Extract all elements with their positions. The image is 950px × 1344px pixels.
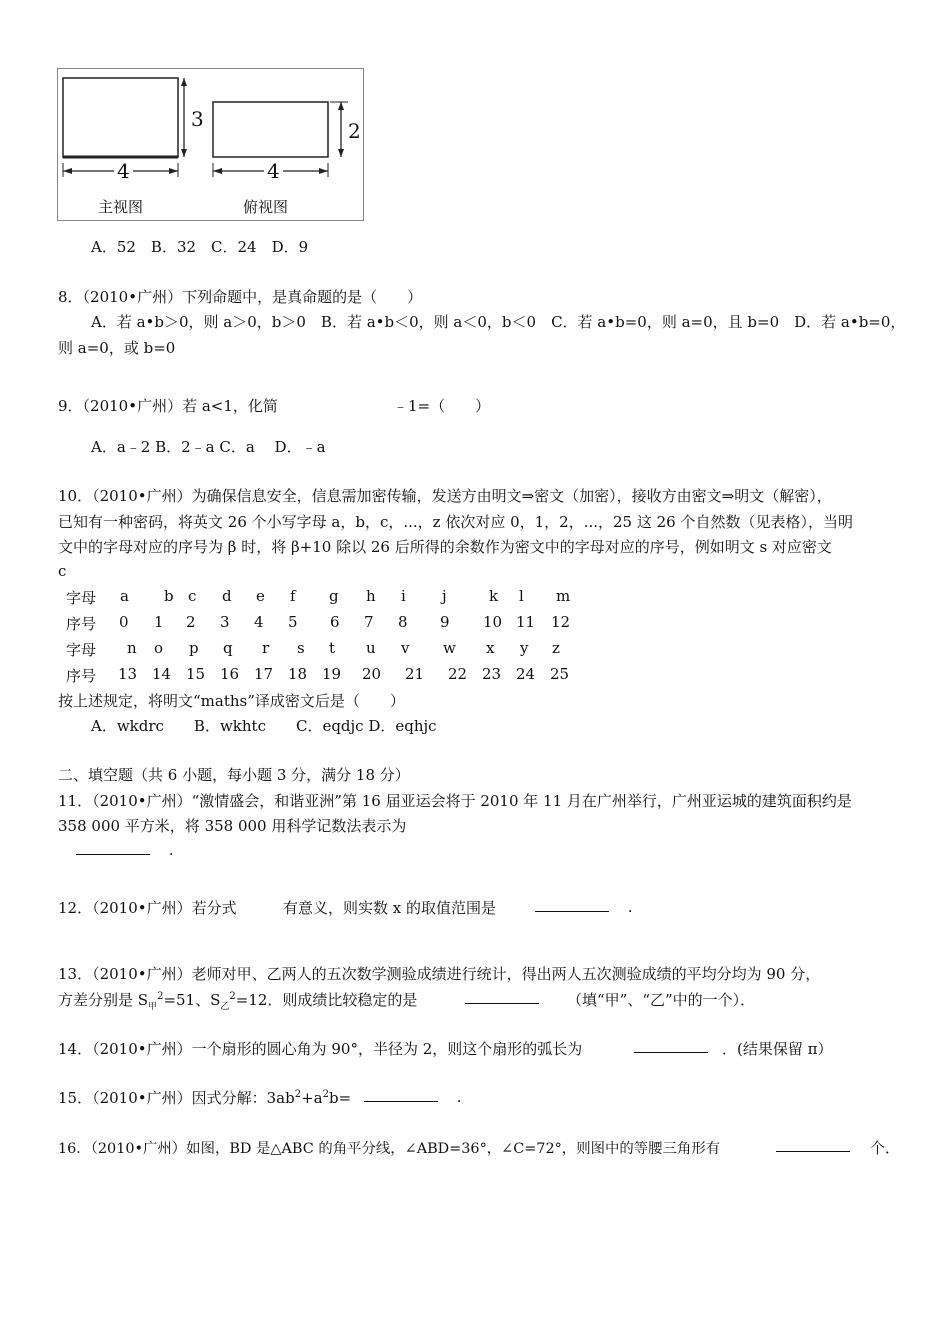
table-cell: y <box>520 639 529 657</box>
q10-line1: 10．（2010•广州）为确保信息安全，信息需加密传输，发送方由明文⇒密文（加密），接收方由密文⇒明文（解密）， <box>58 487 832 505</box>
table-cell: m <box>556 587 571 605</box>
table-cell: o <box>154 639 164 657</box>
q9-options: A．a﹣2 B．2﹣a C．a D．﹣a <box>91 438 326 456</box>
table-cell: c <box>188 587 197 605</box>
table-cell: 8 <box>398 613 408 631</box>
q16-answer-blank[interactable] <box>776 1137 850 1156</box>
table-cell: i <box>401 587 406 605</box>
table-cell: 12 <box>551 613 571 631</box>
table-cell: h <box>366 587 376 605</box>
q10-question: 按上述规定，将明文“maths”译成密文后是（ ） <box>58 692 405 710</box>
q13-text-d: （填“甲”、“乙”中的一个）． <box>567 991 756 1009</box>
table-cell: 0 <box>119 613 129 631</box>
table-cell: x <box>486 639 495 657</box>
table-row-label: 序号 <box>66 667 97 685</box>
table-cell: 7 <box>364 613 374 631</box>
front-view-caption: 主视图 <box>98 198 144 216</box>
table-cell: f <box>290 587 296 605</box>
q10-line4: c <box>58 562 67 580</box>
q7-options: A．52 B．32 C．24 D．9 <box>91 238 309 256</box>
q16-left: 16．（2010•广州）如图，BD 是△ABC 的角平分线，∠ABD=36°，∠C=72°，则图中的等腰三角形有 <box>58 1141 721 1157</box>
table-cell: 9 <box>440 613 450 631</box>
q13-sup: 2 <box>157 991 164 1002</box>
table-cell: 21 <box>405 665 425 683</box>
table-cell: 10 <box>483 613 503 631</box>
table-cell: 16 <box>220 665 240 683</box>
q15-sup: 2 <box>294 1089 302 1100</box>
table-cell: e <box>256 587 265 605</box>
table-cell: 17 <box>254 665 274 683</box>
table-cell: b <box>164 587 174 605</box>
table-cell: 25 <box>550 665 570 683</box>
q13-sub-jia: 甲 <box>148 1002 158 1012</box>
section2-heading: 二、填空题（共 6 小题，每小题 3 分，满分 18 分） <box>58 766 410 784</box>
table-cell: k <box>489 587 499 605</box>
q14-left: 14．（2010•广州）一个扇形的圆心角为 90°，半径为 2，则这个扇形的弧长为 <box>58 1040 583 1058</box>
table-cell: 4 <box>254 613 264 631</box>
table-cell: 6 <box>330 613 340 631</box>
q15-text-a: 15．（2010•广州）因式分解：3ab <box>58 1089 295 1107</box>
q13-line1: 13．（2010•广州）老师对甲、乙两人的五次数学测验成绩进行统计，得出两人五次测验成绩的平均分均为 90 分， <box>58 965 821 983</box>
three-view-figure <box>57 68 364 221</box>
table-cell: 1 <box>154 613 164 631</box>
table-row-label: 序号 <box>66 615 97 633</box>
table-cell: 2 <box>186 613 196 631</box>
table-cell: 5 <box>288 613 298 631</box>
q16-right: 个． <box>870 1139 901 1157</box>
table-cell: u <box>366 639 376 657</box>
q13-text-c: =12．则成绩比较稳定的是 <box>235 991 418 1009</box>
top-view-caption: 俯视图 <box>243 198 289 216</box>
table-cell: 15 <box>186 665 206 683</box>
table-row-label: 字母 <box>66 589 97 607</box>
q13-line2 <box>58 989 417 1012</box>
q13-sup: 2 <box>229 991 236 1002</box>
front-height-label: 3 <box>191 107 204 131</box>
q15-sup: 2 <box>322 1089 329 1100</box>
q13-answer-blank[interactable] <box>465 989 539 1008</box>
table-cell: 13 <box>118 665 138 683</box>
q15-answer-blank[interactable]: . <box>364 1087 462 1106</box>
q13-text-a: 方差分别是 S <box>58 991 149 1009</box>
q11-line1: 11．（2010•广州）“激情盛会，和谐亚洲”第 16 届亚运会将于 2010 年 11 月在广州举行，广州亚运城的建筑面积约是 <box>58 792 852 810</box>
table-cell: j <box>442 587 447 605</box>
q15-text-b: +a <box>301 1089 323 1107</box>
q14-right: ．(结果保留 π） <box>722 1040 833 1058</box>
q10-line2: 已知有一种密码，将英文 26 个小写字母 a，b，c，...，z 依次对应 0，1，2，...，25 这 26 个自然数（见表格），当明 <box>58 513 853 531</box>
q9-stem-left: 9．（2010•广州）若 a<1，化简 <box>58 397 278 415</box>
table-cell: t <box>329 639 336 657</box>
q14-answer-blank[interactable] <box>634 1038 708 1057</box>
table-cell: l <box>519 587 524 605</box>
q12-left: 12．（2010•广州）若分式 <box>58 899 237 917</box>
table-cell: d <box>222 587 232 605</box>
q11-answer-blank[interactable]: . <box>76 840 174 859</box>
q10-options: A．wkdrc B．wkhtc C．eqdjc D．eqhjc <box>91 717 437 735</box>
q8-options-line2: 则 a=0，或 b=0 <box>58 339 176 357</box>
table-cell: 11 <box>516 613 536 631</box>
q8-stem: 8．（2010•广州）下列命题中，是真命题的是（ ） <box>58 288 423 306</box>
table-cell: 22 <box>448 665 468 683</box>
table-cell: g <box>329 587 339 605</box>
table-cell: r <box>262 639 270 657</box>
table-cell: p <box>189 639 199 657</box>
q11-line2: 358 000 平方米，将 358 000 用科学记数法表示为 <box>58 817 407 835</box>
table-cell: 23 <box>482 665 502 683</box>
q8-options-line1: A．若 a•b＞0，则 a＞0，b＞0 B．若 a•b＜0，则 a＜0，b＜0 C．若 a•b=0，则 a=0，且 b=0 D．若 a•b=0， <box>91 313 906 331</box>
table-cell: 3 <box>220 613 230 631</box>
table-cell: n <box>127 639 137 657</box>
table-cell: v <box>401 639 410 657</box>
top-width-label: 4 <box>264 159 283 183</box>
top-height-label: 2 <box>348 119 361 143</box>
table-cell: 14 <box>152 665 172 683</box>
table-cell: 20 <box>362 665 382 683</box>
q13-text-b: =51、S <box>163 991 221 1009</box>
q9-stem-right: ﹣1=（ ） <box>393 397 491 415</box>
q15-text-c: b= <box>328 1089 352 1107</box>
q15-left <box>58 1087 351 1108</box>
table-cell: 24 <box>516 665 536 683</box>
table-cell: a <box>120 587 129 605</box>
front-width-label: 4 <box>114 159 133 183</box>
table-cell: s <box>297 639 305 657</box>
table-cell: q <box>223 639 233 657</box>
table-cell: z <box>552 639 560 657</box>
front-view-rect <box>63 78 178 157</box>
top-view-rect <box>213 102 328 157</box>
table-row-label: 字母 <box>66 641 97 659</box>
table-cell: w <box>443 639 456 657</box>
table-cell: 18 <box>288 665 308 683</box>
table-cell: 19 <box>322 665 342 683</box>
q12-right: 有意义，则实数 x 的取值范围是 <box>283 899 496 917</box>
q10-line3: 文中的字母对应的序号为 β 时，将 β+10 除以 26 后所得的余数作为密文中的字母对应的序号，例如明文 s 对应密文 <box>58 538 832 556</box>
q12-answer-blank[interactable]: . <box>535 897 633 916</box>
q13-sub-yi: 乙 <box>220 1002 230 1012</box>
